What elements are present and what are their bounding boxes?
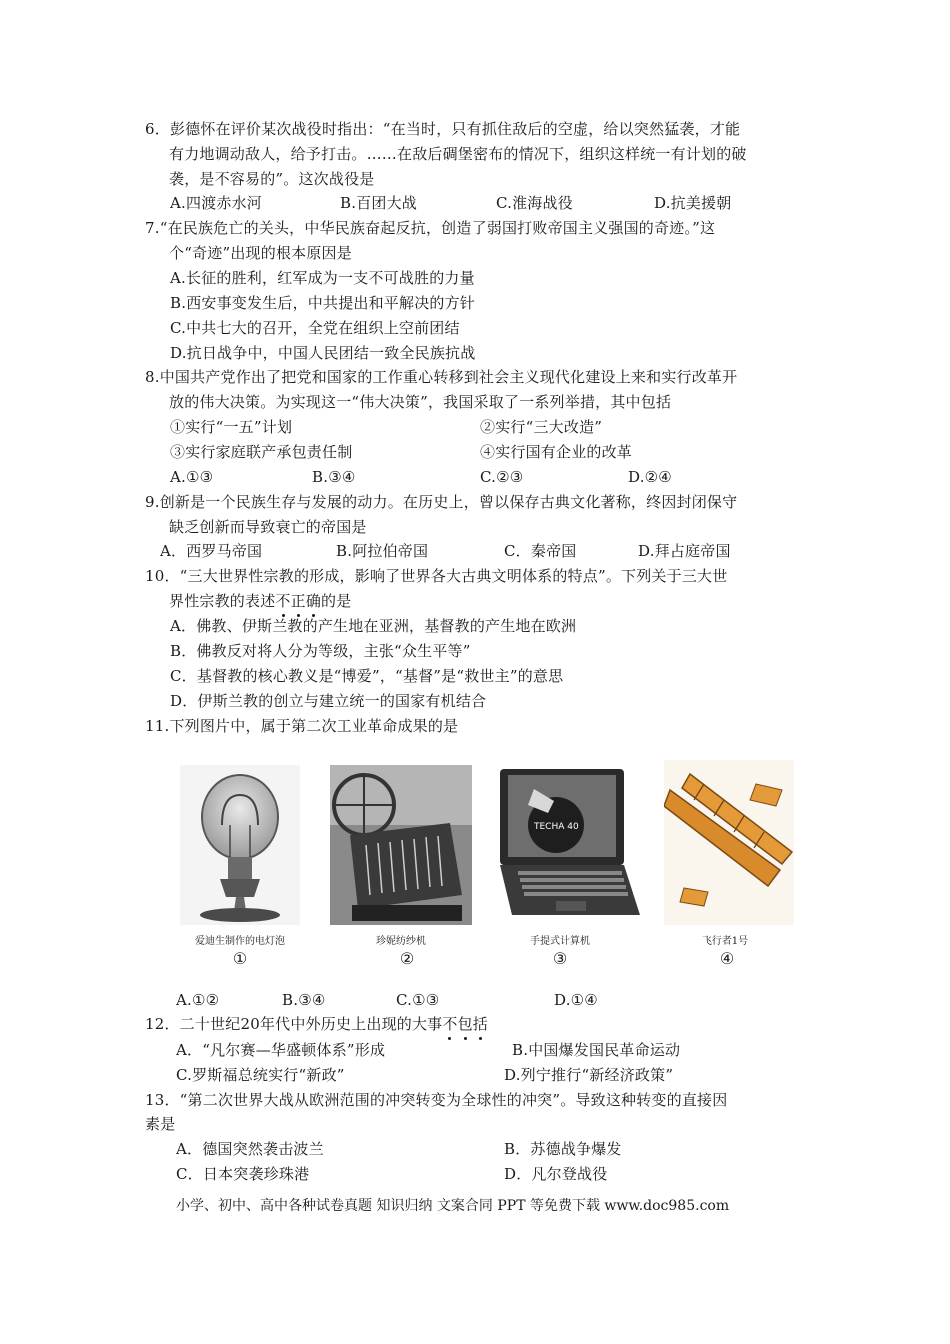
laptop-computer-image <box>494 765 644 925</box>
q7-option-a: A.长征的胜利，红军成为一支不可战胜的力量 <box>170 269 475 287</box>
q10-stem-pre: 界性宗教的表述 <box>169 592 276 610</box>
q10-option-d: D．伊斯兰教的创立与建立统一的国家有机结合 <box>170 692 487 710</box>
laptop-screen-text: TECHA 40 <box>534 822 579 832</box>
picture-1-number: ① <box>232 949 248 968</box>
q10-stem-post: 的是 <box>321 592 352 610</box>
picture-1-caption: 爱迪生制作的电灯泡 <box>195 936 285 947</box>
q12-option-d: D.列宁推行“新经济政策” <box>504 1066 674 1084</box>
emphasis-dot <box>448 1037 451 1040</box>
q12-option-a: A．“凡尔赛—华盛顿体系”形成 <box>176 1041 386 1059</box>
emph-text: 不 <box>275 592 291 610</box>
emphasis-dot <box>479 1037 482 1040</box>
emph-text: 括 <box>472 1015 488 1033</box>
q7-option-d: D.抗日战争中，中国人民团结一致全民族抗战 <box>170 344 476 362</box>
q6-stem-line1: 6．彭德怀在评价某次战役时指出：“在当时，只有抓住敌后的空虚，给以突然猛袭，才能 <box>145 120 741 138</box>
wright-flyer-image <box>664 760 794 925</box>
q9-option-d: D.拜占庭帝国 <box>638 542 731 560</box>
q10-emphasis-char-3 <box>306 592 321 610</box>
q12-option-b: B.中国爆发国民革命运动 <box>512 1041 681 1059</box>
q8-option-a: A.①③ <box>170 468 214 486</box>
q7-stem-line1: 7.“在民族危亡的关头，中华民族奋起反抗，创造了弱国打败帝国主义强国的奇迹。”这 <box>145 219 716 237</box>
q8-option-c: C.②③ <box>480 468 524 486</box>
q10-option-c: C．基督教的核心教义是“博爱”，“基督”是“救世主”的意思 <box>170 667 564 685</box>
q9-option-b: B.阿拉伯帝国 <box>336 542 429 560</box>
q7-stem-line2: 个“奇迹”出现的根本原因是 <box>169 244 352 262</box>
picture-2-number: ② <box>399 949 415 968</box>
q11-option-a: A.①② <box>176 991 220 1009</box>
q8-option-d: D.②④ <box>628 468 672 486</box>
q6-option-c: C.淮海战役 <box>496 194 573 212</box>
q8-item-2: ②实行“三大改造” <box>480 418 603 436</box>
edison-light-bulb-image <box>180 765 300 925</box>
q10-emphasis-char-2 <box>291 592 306 610</box>
emph-text: 包 <box>457 1015 473 1033</box>
q13-option-c: C．日本突袭珍珠港 <box>176 1165 310 1183</box>
q13-option-b: B．苏德战争爆发 <box>504 1140 622 1158</box>
emph-text: 正 <box>290 592 306 610</box>
q11-option-d: D.①④ <box>554 991 598 1009</box>
emph-text: 不 <box>442 1015 458 1033</box>
q8-option-b: B.③④ <box>312 468 356 486</box>
q7-option-c: C.中共七大的召开，全党在组织上空前团结 <box>170 319 460 337</box>
q10-option-b: B．佛教反对将人分为等级，主张“众生平等” <box>170 642 471 660</box>
emph-text: 确 <box>305 592 322 610</box>
q9-stem-line2: 缺乏创新而导致衰亡的帝国是 <box>169 518 367 536</box>
q13-option-d: D．凡尔登战役 <box>504 1165 608 1183</box>
q8-item-4: ④实行国有企业的改革 <box>480 443 633 461</box>
q6-option-d: D.抗美援朝 <box>654 194 732 212</box>
footer-download-note: 小学、初中、高中各种试卷真题 知识归纳 文案合同 PPT 等免费下载 www.doc985.com <box>176 1198 730 1214</box>
picture-3-number: ③ <box>552 949 568 968</box>
q6-option-a: A.四渡赤水河 <box>170 194 263 212</box>
emphasis-dot <box>464 1037 467 1040</box>
q6-option-b: B.百团大战 <box>340 194 417 212</box>
q6-stem-line2: 有力地调动敌人，给予打击。……在敌后碉堡密布的情况下，组织这样统一有计划的破 <box>169 145 747 163</box>
q7-option-b: B.西安事变发生后，中共提出和平解决的方针 <box>170 294 475 312</box>
q8-stem-line1: 8.中国共产党作出了把党和国家的工作重心转移到社会主义现代化建设上来和实行改革开 <box>145 368 738 386</box>
q13-stem-line1: 13．“第二次世界大战从欧洲范围的冲突转变为全球性的冲突”。导致这种转变的直接因 <box>145 1091 728 1109</box>
q8-item-1: ①实行“一五”计划 <box>170 418 293 436</box>
q9-stem-line1: 9.创新是一个民族生存与发展的动力。在历史上，曾以保存古典文化著称，终因封闭保守 <box>145 493 738 511</box>
q11-option-b: B.③④ <box>282 991 326 1009</box>
q8-stem-line2: 放的伟大决策。为实现这一“伟大决策”，我国采取了一系列举措，其中包括 <box>169 393 672 411</box>
q12-emphasis-char-3 <box>473 1015 488 1033</box>
q8-item-3: ③实行家庭联产承包责任制 <box>170 443 353 461</box>
q10-stem-line1: 10．“三大世界性宗教的形成，影响了世界各大古典文明体系的特点”。下列关于三大世 <box>145 567 728 585</box>
q10-option-a: A．佛教、伊斯兰教的产生地在亚洲，基督教的产生地在欧洲 <box>170 617 577 635</box>
spinning-jenny-image <box>330 765 472 925</box>
q12-stem-pre: 12．二十世纪20年代中外历史上出现的大事 <box>145 1015 443 1033</box>
q12-emphasis-char-1 <box>442 1015 457 1033</box>
picture-4-caption: 飞行者1号 <box>701 936 749 947</box>
q9-option-a: A．西罗马帝国 <box>160 542 263 560</box>
picture-2-caption: 珍妮纺纱机 <box>376 936 426 947</box>
q6-stem-line3: 袭，是不容易的”。这次战役是 <box>169 170 375 188</box>
q11-option-c: C.①③ <box>396 991 440 1009</box>
q10-stem-line2 <box>169 591 351 611</box>
picture-3-caption: 手提式计算机 <box>530 936 590 947</box>
q11-stem-line1: 11.下列图片中，属于第二次工业革命成果的是 <box>145 717 459 735</box>
picture-4-number: ④ <box>719 949 735 968</box>
q13-stem-line2: 素是 <box>145 1115 176 1133</box>
q13-option-a: A．德国突然袭击波兰 <box>176 1140 324 1158</box>
q12-emphasis-char-2 <box>458 1015 473 1033</box>
q9-option-c: C．秦帝国 <box>504 542 577 560</box>
q12-option-c: C.罗斯福总统实行“新政” <box>176 1066 345 1084</box>
q10-emphasis-char-1 <box>275 592 290 610</box>
q12-stem-line1 <box>145 1014 488 1034</box>
